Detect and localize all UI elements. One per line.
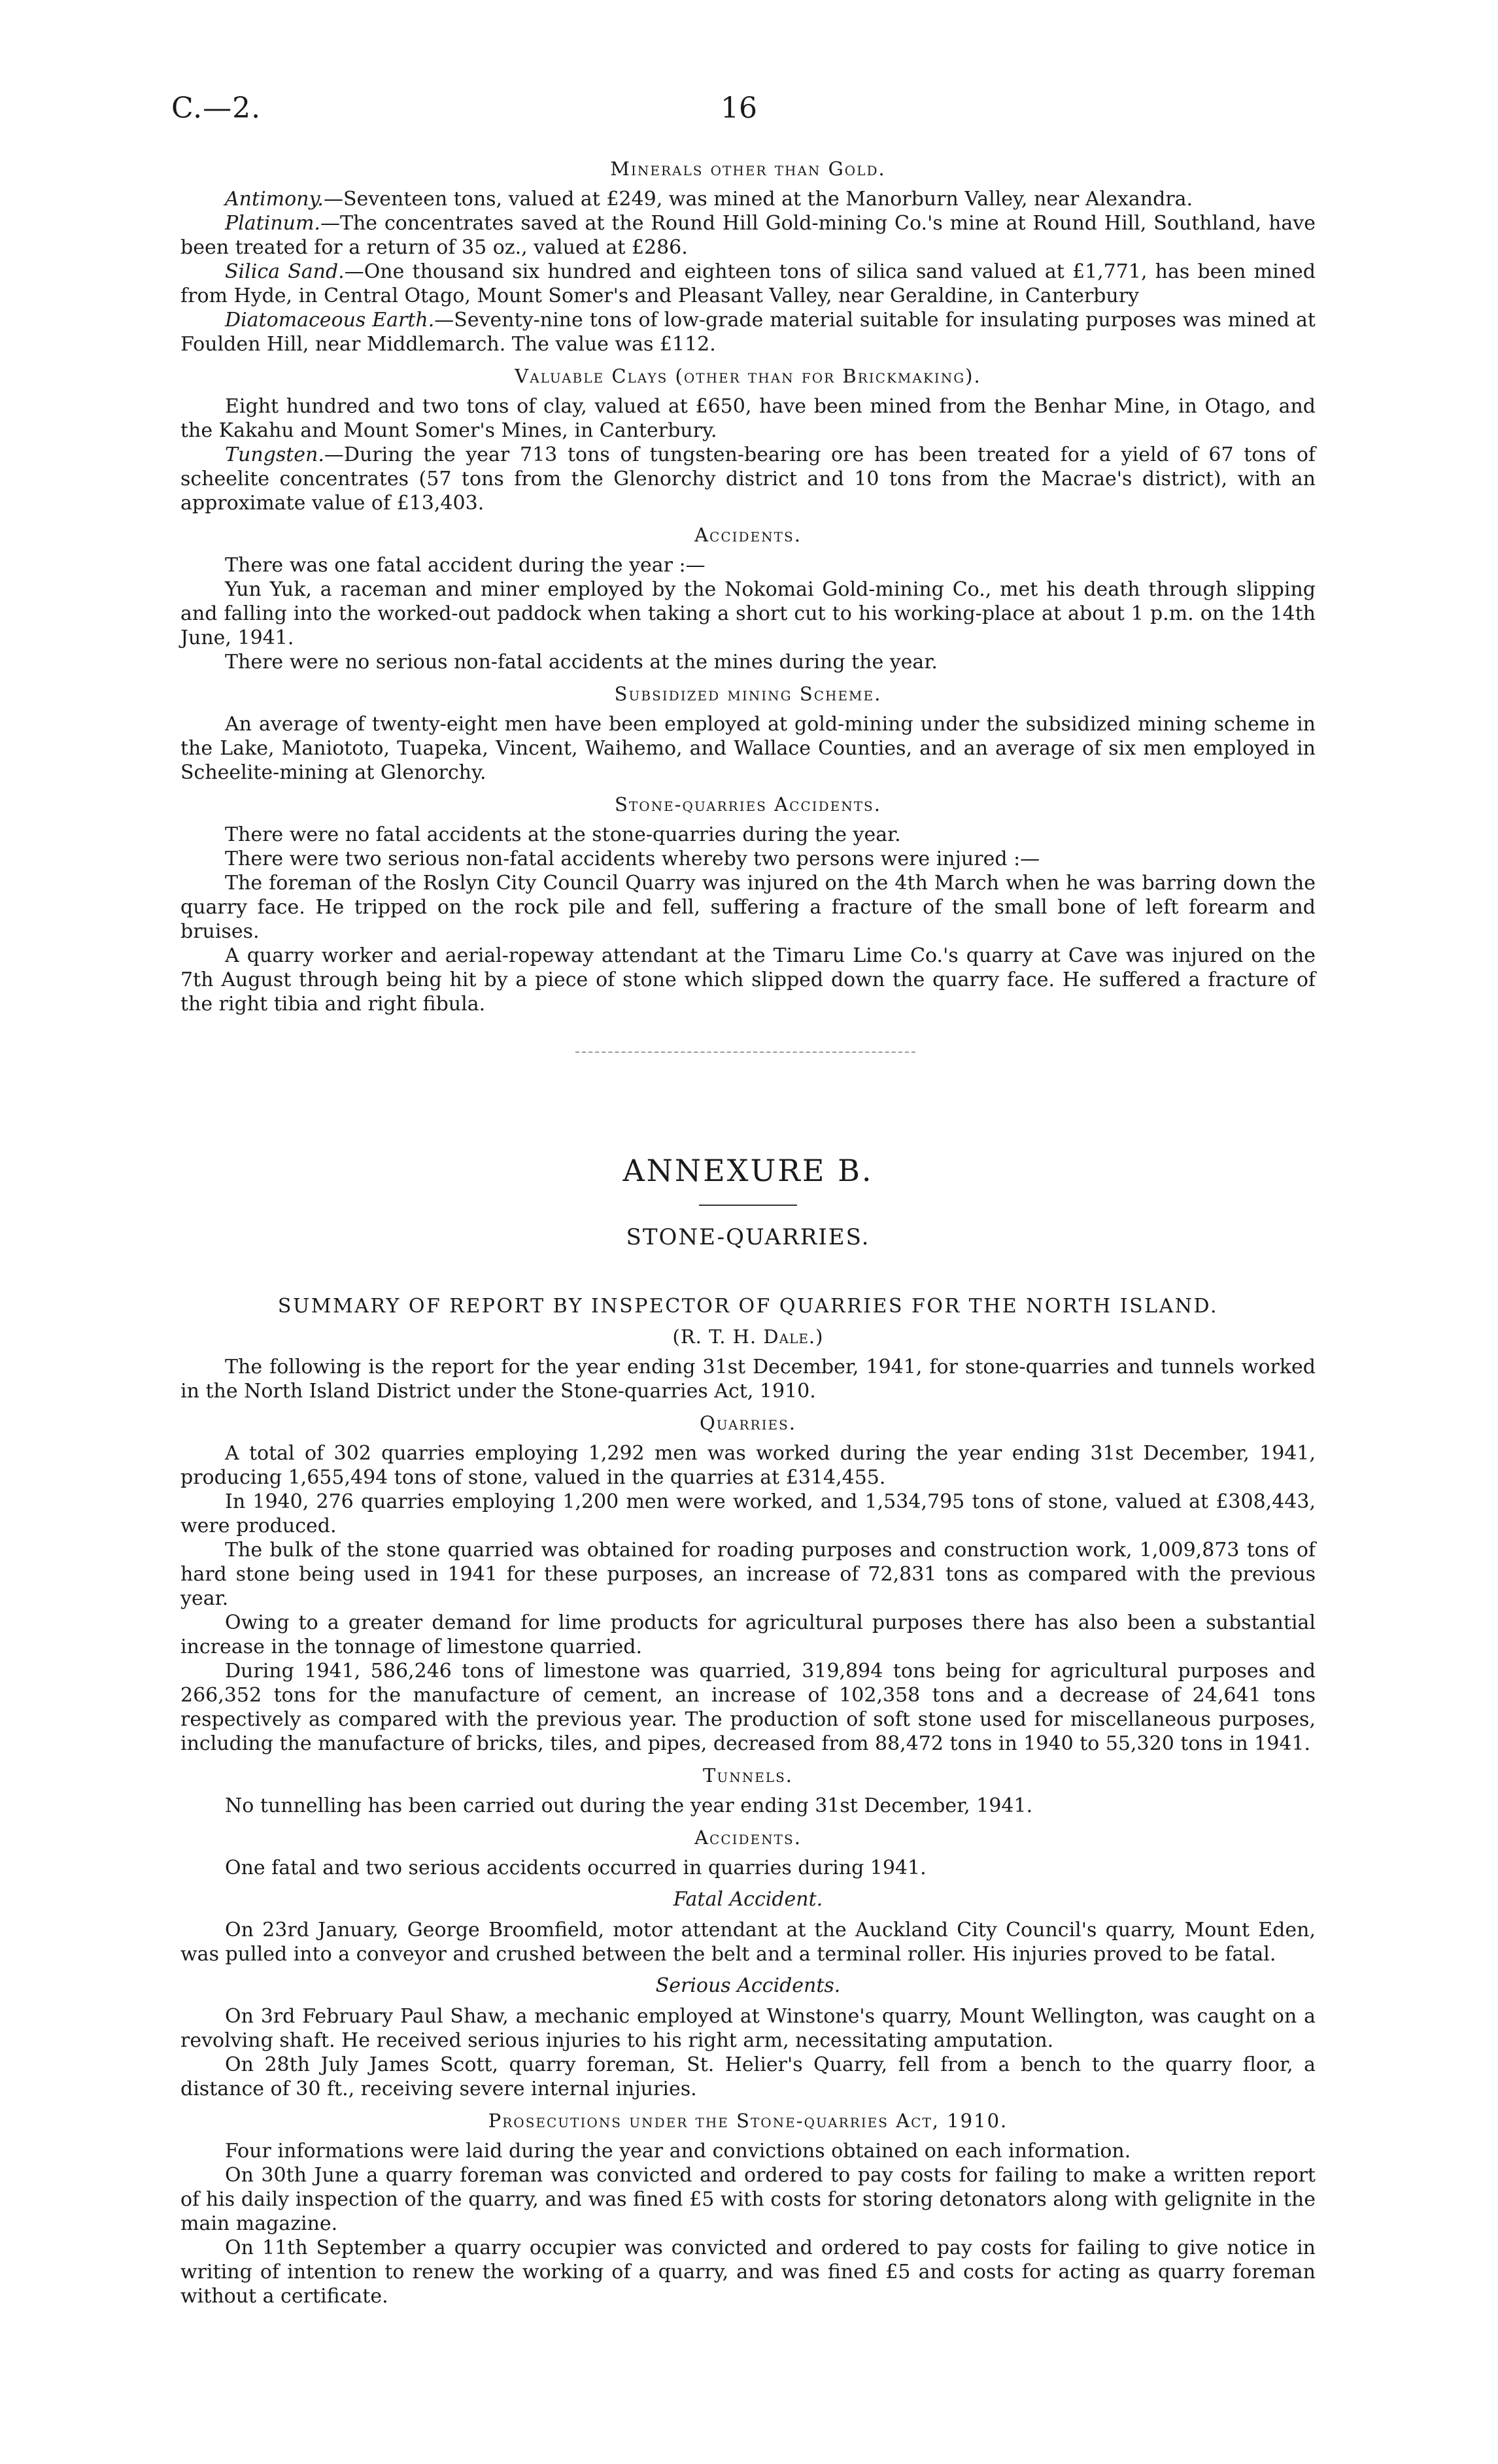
term-silica: Silica Sand.: [225, 260, 345, 283]
paragraph: On 23rd January, George Broomfield, motor attendant at the Auckland City Council's quarry, Mount Eden, was pulled into a conveyor and crushed between the belt and a terminal roller. His injuries proved to be fatal.: [180, 1919, 1316, 1966]
paragraph: A total of 302 quarries employing 1,292 men was worked during the year ending 31st December, 1941, producing 1,655,494 tons of stone, valued in the quarries at £314,455.: [180, 1442, 1316, 1489]
annexure-subtitle: STONE-QUARRIES.: [626, 1224, 870, 1250]
heading-prosecutions: Prosecutions under the Stone-quarries Act, 1910.: [488, 2110, 1008, 2132]
term-platinum: Platinum.: [225, 212, 320, 235]
term-antimony: Antimony.: [225, 188, 324, 211]
heading-accidents-quarries: Accidents.: [694, 1826, 802, 1849]
paragraph-clays: Eight hundred and two tons of clay, valued at £650, have been mined from the Benhar Mine, in Otago, and the Kakahu and Mount Somer's Mines, in Canterbury.: [180, 395, 1316, 442]
heading-fatal-accident: Fatal Accident.: [673, 1888, 823, 1911]
term-diatomaceous: Diatomaceous Earth.: [225, 309, 435, 332]
paragraph: Owing to a greater demand for lime products for agricultural purposes there has also been a substantial increase in the tonnage of limestone quarried.: [180, 1611, 1316, 1658]
paragraph-intro: The following is the report for the year ending 31st December, 1941, for stone-quarries and tunnels worked in the North Island District under the Stone-quarries Act, 1910.: [180, 1356, 1316, 1403]
paragraph: On 3rd February Paul Shaw, a mechanic employed at Winstone's quarry, Mount Wellington, was caught on a revolving shaft. He received serious injuries to his right arm, necessitating amputation.: [180, 2005, 1316, 2052]
paragraph: In 1940, 276 quarries employing 1,200 men were worked, and 1,534,795 tons of stone, valued at £308,443, were produced.: [180, 1490, 1316, 1537]
paragraph: The foreman of the Roslyn City Council Quarry was injured on the 4th March when he was barring down the quarry face. He tripped on the rock pile and fell, suffering a fracture of the small bone of left forearm and bruises.: [180, 872, 1316, 943]
paragraph: An average of twenty-eight men have been employed at gold-mining under the subsidized mining scheme in the Lake, Maniototo, Tuapeka, Vincent, Waihemo, and Wallace Counties, and an average of six men employed in Scheelite-mining at Glenorchy.: [180, 713, 1316, 784]
paragraph: There were no fatal accidents at the stone-quarries during the year.: [225, 823, 901, 846]
paragraph-silica: Silica Sand.—One thousand six hundred and eighteen tons of silica sand valued at £1,771, has been mined from Hyde, in Central Otago, Mount Somer's and Pleasant Valley, near Geraldine, in Canterbury: [180, 260, 1316, 307]
heading-tunnels: Tunnels.: [703, 1764, 793, 1787]
annexure-section: [180, 1151, 1316, 2308]
inspector-name: (R. T. H. Dale.): [672, 1326, 824, 1348]
page-number: 16: [721, 92, 757, 125]
paragraph: There were no serious non-fatal accidents at the mines during the year.: [225, 651, 938, 674]
heading-minerals: Minerals other than Gold.: [610, 158, 886, 180]
title-rule: [699, 1205, 797, 1206]
paragraph: Four informations were laid during the year and convictions obtained on each information.: [225, 2140, 1131, 2163]
term-tungsten: Tungsten.: [225, 443, 324, 466]
paragraph: On 30th June a quarry foreman was convicted and ordered to pay costs for failing to make a written report of his daily inspection of the quarry, and was fined £5 with costs for storing detonators along with gelignite in the main magazine.: [180, 2164, 1316, 2235]
document-reference: C.—2.: [171, 92, 262, 125]
heading-subsidized: Subsidized mining Scheme.: [614, 683, 882, 705]
summary-title: SUMMARY OF REPORT BY INSPECTOR OF QUARRIES FOR THE NORTH ISLAND.: [277, 1295, 1219, 1318]
heading-clays: Valuable Clays (other than for Brickmaking).: [515, 365, 981, 387]
paragraph-tungsten: Tungsten.—During the year 713 tons of tungsten-bearing ore has been treated for a yield of 67 tons of scheelite concentrates (57 tons from the Glenorchy district and 10 tons from the Macrae's district), with an approximate value of £13,403.: [180, 443, 1316, 515]
paragraph: No tunnelling has been carried out during the year ending 31st December, 1941.: [225, 1794, 1033, 1817]
paragraph: One fatal and two serious accidents occurred in quarries during 1941.: [225, 1857, 927, 1879]
paragraph-platinum: Platinum.—The concentrates saved at the Round Hill Gold-mining Co.'s mine at Round Hill, Southland, have been treated for a return of 35 oz., valued at £286.: [180, 212, 1316, 259]
annexure-title: ANNEXURE B.: [622, 1153, 874, 1188]
paragraph-diatomaceous: Diatomaceous Earth.—Seventy-nine tons of low-grade material suitable for insulating purposes was mined at Foulden Hill, near Middlemarch. The value was £112.: [180, 309, 1316, 356]
heading-quarries: Quarries.: [700, 1412, 796, 1434]
paragraph: A quarry worker and aerial-ropeway attendant at the Timaru Lime Co.'s quarry at Cave was injured on the 7th August through being hit by a piece of stone which slipped down the quarry face. He suffered a fracture of the right tibia and right fibula.: [180, 944, 1316, 1016]
running-header: [0, 92, 1498, 131]
paragraph: During 1941, 586,246 tons of limestone was quarried, 319,894 tons being for agricultural purposes and 266,352 tons for the manufacture of cement, an increase of 102,358 tons and a decrease of 24,641 tons respectively as compared with the previous year. The production of soft stone used for miscellaneous purposes, including the manufacture of bricks, tiles, and pipes, decreased from 88,472 tons in 1940 to 55,320 tons in 1941.: [180, 1660, 1316, 1755]
paragraph: There was one fatal accident during the year :—: [225, 554, 706, 577]
paragraph: There were two serious non-fatal accidents whereby two persons were injured :—: [225, 847, 1040, 870]
paragraph: Yun Yuk, a raceman and miner employed by the Nokomai Gold-mining Co., met his death through slipping and falling into the worked-out paddock when taking a short cut to his working-place at about 1 p.m. on the 14th June, 1941.: [180, 578, 1316, 649]
upper-section: [180, 149, 1316, 1016]
heading-accidents-mines: Accidents.: [694, 524, 802, 546]
paragraph: On 28th July James Scott, quarry foreman, St. Helier's Quarry, fell from a bench to the quarry floor, a distance of 30 ft., receiving severe internal injuries.: [180, 2053, 1316, 2100]
section-divider: [575, 1052, 915, 1053]
heading-serious-accidents: Serious Accidents.: [655, 1974, 841, 1997]
paragraph-antimony: Antimony.—Seventeen tons, valued at £249, was mined at the Manorburn Valley, near Alexandra.: [225, 188, 1193, 211]
paragraph: On 11th September a quarry occupier was convicted and ordered to pay costs for failing to give notice in writing of intention to renew the working of a quarry, and was fined £5 and costs for acting as quarry foreman without a certificate.: [180, 2236, 1316, 2308]
paragraph: The bulk of the stone quarried was obtained for roading purposes and construction work, 1,009,873 tons of hard stone being used in 1941 for these purposes, an increase of 72,831 tons as compared with the previous year.: [180, 1539, 1316, 1610]
heading-stone-quarries-accidents: Stone-quarries Accidents.: [615, 793, 881, 815]
